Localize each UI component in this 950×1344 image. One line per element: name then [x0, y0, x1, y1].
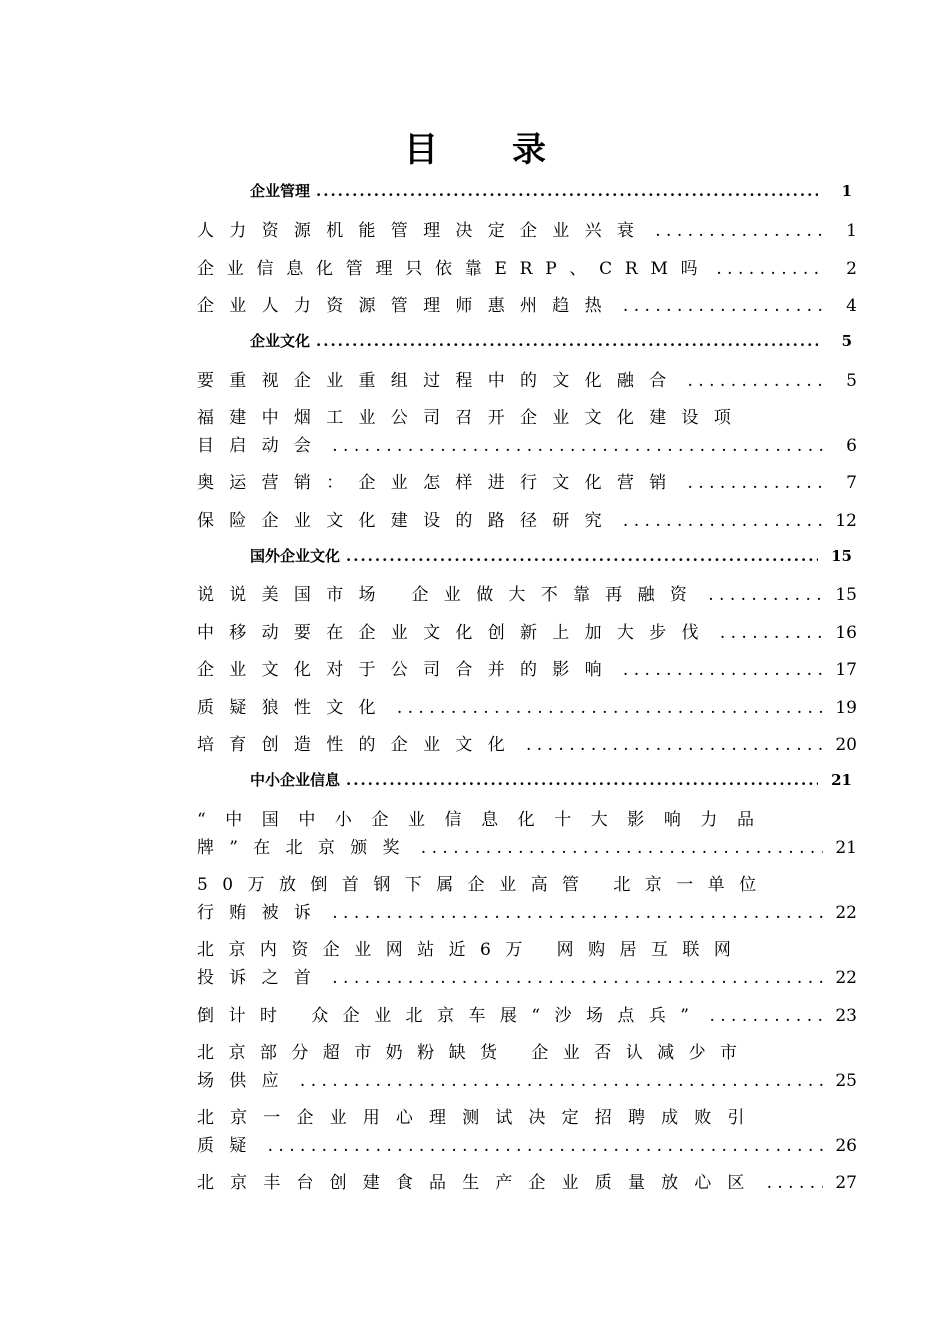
- page-number: 20: [835, 735, 857, 755]
- page-number: 21: [835, 838, 857, 858]
- toc-entry[interactable]: [197, 254, 857, 279]
- dot-leader: [720, 623, 823, 643]
- dot-leader: [316, 182, 818, 200]
- dot-leader: [346, 771, 818, 789]
- toc-entry[interactable]: [197, 693, 857, 718]
- page-number: 5: [841, 332, 852, 350]
- entry-title: 北京一企业用心理测试决定招聘成败引: [197, 1108, 761, 1128]
- toc-entry[interactable]: [197, 1001, 857, 1026]
- toc-entry-line1[interactable]: [197, 870, 837, 895]
- entry-title: 企业文化对于公司合并的影响: [197, 660, 617, 680]
- toc-entry-line1[interactable]: [197, 805, 837, 830]
- dot-leader: [688, 473, 824, 493]
- page-number: 21: [831, 771, 852, 789]
- dot-leader: [623, 511, 823, 531]
- dot-leader: [397, 698, 823, 718]
- entry-title: 50万放倒首钢下属企业高管 北京一单位: [197, 875, 771, 895]
- dot-leader: [421, 838, 823, 858]
- entry-title: 企业信息化管理只依靠ERP、CRM吗: [197, 259, 711, 279]
- toc-entry[interactable]: [197, 1131, 857, 1156]
- toc-entry[interactable]: [197, 1066, 857, 1091]
- entry-title: 行贿被诉: [197, 903, 327, 923]
- toc-entry-line1[interactable]: [197, 403, 837, 428]
- section-label: 企业文化: [250, 332, 311, 350]
- dot-leader: [332, 436, 823, 456]
- entry-title: 保险企业文化建设的路径研究: [197, 511, 617, 531]
- dot-leader: [526, 735, 823, 755]
- toc-section[interactable]: [250, 545, 852, 566]
- toc-entry[interactable]: [197, 506, 857, 531]
- dot-leader: [688, 371, 824, 391]
- toc-entry[interactable]: [197, 366, 857, 391]
- page-number: 19: [835, 698, 857, 718]
- page-number: 4: [846, 296, 857, 316]
- page-number: 15: [835, 585, 857, 605]
- page-number: 6: [846, 436, 857, 456]
- title-char-1: 目: [404, 130, 438, 170]
- title-char-2: 录: [512, 130, 546, 170]
- section-label: 国外企业文化: [250, 547, 341, 565]
- page-title: [0, 122, 950, 171]
- toc-entry[interactable]: [197, 1168, 857, 1193]
- dot-leader: [332, 903, 823, 923]
- toc-entry-line1[interactable]: [197, 1103, 837, 1128]
- entry-title: 说说美国市场 企业做大不靠再融资: [197, 585, 703, 605]
- page-number: 2: [846, 259, 857, 279]
- dot-leader: [316, 332, 818, 350]
- page-number: 25: [835, 1071, 857, 1091]
- page-number: 1: [841, 182, 852, 200]
- entry-title: 企业人力资源管理师惠州趋热: [197, 296, 617, 316]
- dot-leader: [655, 221, 823, 241]
- page-number: 27: [835, 1173, 857, 1193]
- page-number: 22: [835, 903, 857, 923]
- toc-entry[interactable]: [197, 468, 857, 493]
- entry-title: 奥运营销：企业怎样进行文化营销: [197, 473, 682, 493]
- dot-leader: [716, 259, 823, 279]
- page-number: 12: [835, 511, 857, 531]
- entry-title: 北京内资企业网站近6万 网购居互联网: [197, 940, 746, 960]
- entry-title: 质疑狼性文化: [197, 698, 391, 718]
- entry-title: 北京部分超市奶粉缺货 企业否认减少市: [197, 1043, 752, 1063]
- dot-leader: [767, 1173, 823, 1193]
- entry-title: 人力资源机能管理决定企业兴衰: [197, 221, 650, 241]
- page-number: 1: [846, 221, 857, 241]
- section-label: 企业管理: [250, 182, 311, 200]
- page-number: 5: [846, 371, 857, 391]
- entry-title: 目启动会: [197, 436, 327, 456]
- entry-title: “中国中小企业信息化十大影响力品: [197, 810, 774, 830]
- toc-entry[interactable]: [197, 898, 857, 923]
- toc-entry[interactable]: [197, 431, 857, 456]
- entry-title: 北京丰台创建食品生产企业质量放心区: [197, 1173, 761, 1193]
- toc-section[interactable]: [250, 769, 852, 790]
- entry-title: 质疑: [197, 1136, 262, 1156]
- toc-entry[interactable]: [197, 618, 857, 643]
- entry-title: 中移动要在企业文化创新上加大步伐: [197, 623, 714, 643]
- page-number: 26: [835, 1136, 857, 1156]
- dot-leader: [709, 1006, 823, 1026]
- toc-entry[interactable]: [197, 291, 857, 316]
- dot-leader: [268, 1136, 823, 1156]
- toc-entry[interactable]: [197, 730, 857, 755]
- toc-entry[interactable]: [197, 655, 857, 680]
- toc-section[interactable]: [250, 180, 852, 201]
- toc-entry[interactable]: [197, 963, 857, 988]
- entry-title: 培育创造性的企业文化: [197, 735, 520, 755]
- toc-entry-line1[interactable]: [197, 1038, 837, 1063]
- entry-title: 要重视企业重组过程中的文化融合: [197, 371, 682, 391]
- toc-entry-line1[interactable]: [197, 935, 837, 960]
- entry-title: 福建中烟工业公司召开企业文化建设项: [197, 408, 747, 428]
- entry-title: 投诉之首: [197, 968, 327, 988]
- toc-entry[interactable]: [197, 580, 857, 605]
- page-number: 15: [831, 547, 852, 565]
- page-number: 16: [835, 623, 857, 643]
- dot-leader: [623, 296, 823, 316]
- entry-title: 牌”在北京颁奖: [197, 838, 415, 858]
- toc-entry[interactable]: [197, 833, 857, 858]
- section-label: 中小企业信息: [250, 771, 341, 789]
- page-number: 23: [835, 1006, 857, 1026]
- page-number: 17: [835, 660, 857, 680]
- page-number: 22: [835, 968, 857, 988]
- dot-leader: [623, 660, 823, 680]
- entry-title: 倒计时 众企业北京车展“沙场点兵”: [197, 1006, 704, 1026]
- page-number: 7: [846, 473, 857, 493]
- toc-entry[interactable]: [197, 216, 857, 241]
- dot-leader: [708, 585, 823, 605]
- dot-leader: [300, 1071, 823, 1091]
- entry-title: 场供应: [197, 1071, 294, 1091]
- dot-leader: [332, 968, 823, 988]
- dot-leader: [346, 547, 818, 565]
- toc-section[interactable]: [250, 330, 852, 351]
